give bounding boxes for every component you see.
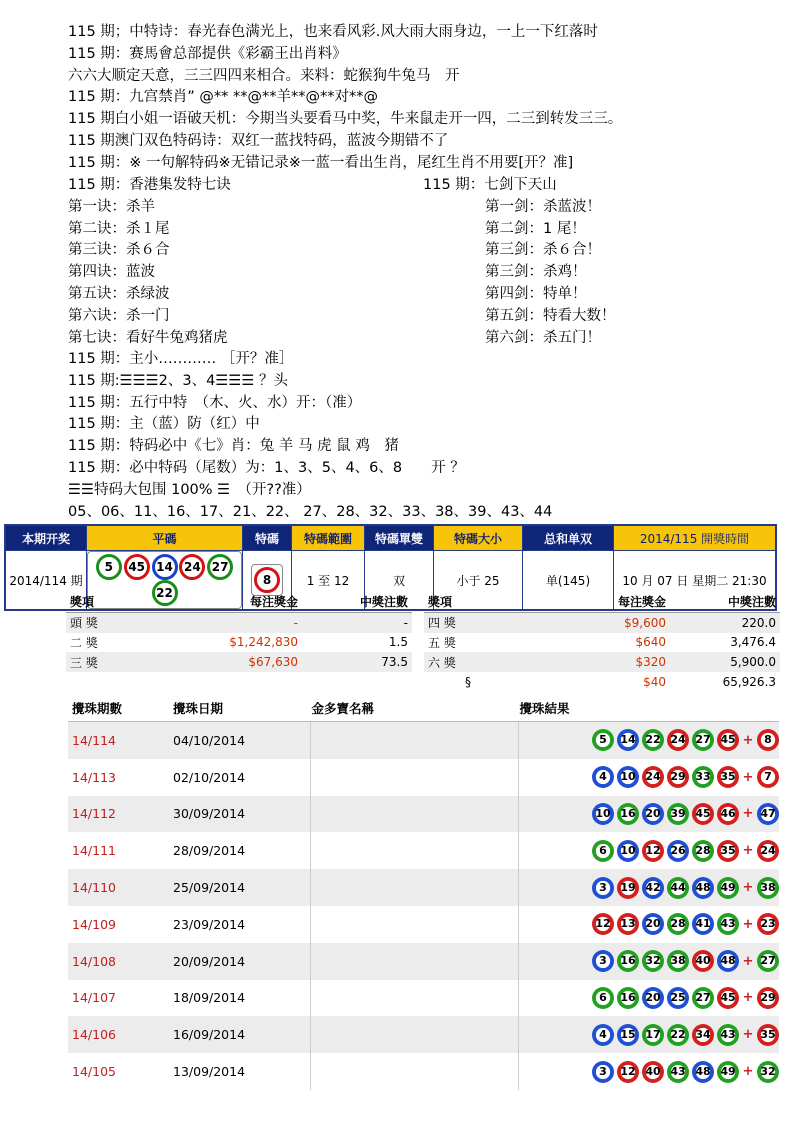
draw-ball: 27 (207, 554, 233, 580)
result-ball: 28 (667, 913, 689, 935)
result-name (311, 722, 519, 759)
result-balls (519, 869, 780, 906)
prize-name: 四 獎 (424, 612, 512, 632)
result-ball: 22 (642, 729, 664, 751)
left-col-line: 第六诀：杀一门 (68, 307, 170, 324)
result-ball: 32 (642, 950, 664, 972)
plus-icon: + (742, 769, 754, 785)
result-special-ball: 27 (757, 950, 779, 972)
result-balls (519, 832, 780, 869)
result-issue: 14/112 (68, 796, 165, 833)
result-ball: 3 (592, 1061, 614, 1083)
draw-ball: 45 (124, 554, 150, 580)
result-name (311, 1053, 519, 1090)
prize-header: 每注獎金 (154, 592, 302, 612)
results-row (68, 1016, 779, 1053)
plus-icon: + (742, 953, 754, 969)
result-special-ball: 32 (757, 1061, 779, 1083)
results-row (68, 722, 779, 759)
result-ball: 24 (642, 766, 664, 788)
result-ball: 38 (667, 950, 689, 972)
sum-odd-even: 单(145) (523, 551, 614, 611)
prize-amount: $9,600 (512, 612, 670, 632)
prize-count: 65,926.3 (722, 675, 776, 690)
left-col-line: 第四诀：蓝波 (68, 264, 155, 281)
text-line: 六六大顺定天意，三三四四来相合。来料：蛇猴狗牛兔马 开 (68, 67, 460, 84)
left-col-line: 115 期：香港集发特七诀 (68, 177, 231, 193)
result-ball: 46 (717, 803, 739, 825)
right-col-line: 第二剑：1 尾！ (485, 220, 586, 237)
result-ball: 12 (617, 1061, 639, 1083)
right-column-title (423, 175, 557, 197)
prize-count: 220.0 (670, 612, 780, 632)
result-ball: 16 (617, 987, 639, 1009)
prize-amount: $640 (635, 635, 666, 650)
result-name (311, 832, 519, 869)
result-special-ball: 24 (757, 840, 779, 862)
right-column (485, 197, 616, 350)
draw-ball: 14 (152, 554, 178, 580)
result-date: 25/09/2014 (165, 869, 311, 906)
result-ball: 26 (667, 840, 689, 862)
header-special-range: 特碼範圍 (292, 525, 365, 551)
result-ball: 22 (667, 1024, 689, 1046)
header-next-draw-time: 2014/115 開獎時間 (614, 525, 777, 551)
results-row (68, 943, 779, 980)
two-column-block (68, 175, 788, 351)
result-date: 28/09/2014 (165, 832, 311, 869)
result-ball: 43 (717, 913, 739, 935)
result-issue: 14/108 (68, 943, 165, 980)
result-date: 30/09/2014 (165, 796, 311, 833)
text-line: 115 期：九宫禁肖” @** **@**羊**@**对**@ (68, 89, 379, 106)
result-ball: 3 (592, 877, 614, 899)
result-issue: 14/110 (68, 869, 165, 906)
results-row (68, 759, 779, 796)
result-special-ball: 7 (757, 766, 779, 788)
result-ball: 45 (717, 729, 739, 751)
result-ball: 14 (617, 729, 639, 751)
text-line: 115 期：五行中特 （木、火、水）开：（准） (68, 394, 362, 411)
prize-name: 二 獎 (70, 635, 98, 650)
left-col-line: 第三诀：杀６合 (68, 242, 170, 259)
result-ball: 40 (692, 950, 714, 972)
result-ball: 45 (692, 803, 714, 825)
result-name (311, 1016, 519, 1053)
result-ball: 17 (642, 1024, 664, 1046)
prize-table-right (424, 592, 780, 692)
number-list-line: 05、06、11、16、17、21、22、 27、28、32、33、38、39、43、44 (68, 503, 553, 520)
prize-amount: - (154, 612, 302, 632)
results-row (68, 869, 779, 906)
results-table (68, 695, 779, 1090)
result-date: 23/09/2014 (165, 906, 311, 943)
result-ball: 42 (642, 877, 664, 899)
result-ball: 6 (592, 840, 614, 862)
result-ball: 41 (692, 913, 714, 935)
plus-icon: + (742, 916, 754, 932)
result-ball: 20 (642, 803, 664, 825)
right-col-line: 115 期：七剑下天山 (423, 177, 557, 193)
text-line: 115 期：※ 一句解特码※无错记录※一蓝一看出生肖，尾红生肖不用要[开？准] (68, 154, 574, 171)
header-regular-numbers: 平碼 (87, 525, 243, 551)
result-ball: 49 (717, 1061, 739, 1083)
result-ball: 16 (617, 950, 639, 972)
result-ball: 16 (617, 803, 639, 825)
result-ball: 6 (592, 987, 614, 1009)
result-name (311, 943, 519, 980)
result-name (311, 869, 519, 906)
result-name (311, 980, 519, 1017)
result-ball: 39 (667, 803, 689, 825)
result-ball: 12 (642, 840, 664, 862)
result-ball: 20 (642, 987, 664, 1009)
result-ball: 35 (717, 840, 739, 862)
text-line: 115 期：主小………… ［开？准］ (68, 351, 294, 367)
header-special-odd-even: 特碼單雙 (365, 525, 434, 551)
result-ball: 4 (592, 1024, 614, 1046)
results-header-date: 攪珠日期 (165, 695, 311, 722)
result-ball: 27 (692, 987, 714, 1009)
result-special-ball: 35 (757, 1024, 779, 1046)
plus-icon: + (742, 843, 754, 859)
result-ball: 33 (692, 766, 714, 788)
result-ball: 40 (642, 1061, 664, 1083)
prize-amount: $1,242,830 (229, 635, 298, 650)
draw-ball: 5 (96, 554, 122, 580)
prize-name: 三 獎 (66, 652, 154, 672)
prize-header: 每注獎金 (512, 592, 670, 612)
result-balls (519, 1053, 780, 1090)
prize-header: 獎項 (424, 592, 512, 612)
result-balls (519, 759, 780, 796)
top-text-block (68, 22, 768, 175)
text-line: 115 期:☰☰☰2、3、4☰☰☰ ？头 (68, 372, 288, 389)
result-ball: 4 (592, 766, 614, 788)
result-ball: 44 (667, 877, 689, 899)
text-line: 115 期：特码必中《七》肖：兔 羊 马 虎 鼠 鸡 猪 (68, 438, 399, 455)
plus-icon: + (742, 806, 754, 822)
result-ball: 27 (692, 729, 714, 751)
result-ball: 12 (592, 913, 614, 935)
text-line: ☰☰特码大包围 100% ☰ （开??准） (68, 481, 311, 498)
draw-ball: 24 (179, 554, 205, 580)
prize-name: 五 獎 (428, 635, 456, 650)
prize-count: 1.5 (388, 635, 408, 650)
prize-amount: $67,630 (154, 652, 302, 672)
plus-icon: + (742, 880, 754, 896)
prize-header: 獎項 (66, 592, 154, 612)
result-ball: 5 (592, 729, 614, 751)
right-col-line: 第五剑：特看大数！ (485, 307, 616, 324)
text-line: 115 期澳门双色特码诗：双红一蓝找特码，蓝波今期错不了 (68, 132, 449, 149)
left-col-line: 第七诀：看好牛兔鸡猪虎 (68, 329, 228, 346)
right-col-line: 第一剑：杀蓝波！ (485, 198, 601, 215)
result-ball: 25 (667, 987, 689, 1009)
header-sum-odd-even: 总和单双 (523, 525, 614, 551)
text-line: 115 期：赛馬會总部提供《彩霸王出肖料》 (68, 45, 347, 62)
plus-icon: + (742, 990, 754, 1006)
result-special-ball: 8 (757, 729, 779, 751)
result-special-ball: 23 (757, 913, 779, 935)
result-issue: 14/106 (68, 1016, 165, 1053)
result-ball: 10 (617, 766, 639, 788)
special-odd-even: 双 (365, 551, 434, 611)
result-balls (519, 722, 780, 759)
results-row (68, 796, 779, 833)
result-name (311, 796, 519, 833)
result-special-ball: 47 (757, 803, 779, 825)
prize-count: 3,476.4 (730, 635, 776, 650)
results-header-name: 金多寶名稱 (311, 695, 519, 722)
result-ball: 48 (717, 950, 739, 972)
results-header-result: 攪珠結果 (519, 695, 780, 722)
plus-icon: + (742, 1027, 754, 1043)
result-date: 18/09/2014 (165, 980, 311, 1017)
result-balls (519, 980, 780, 1017)
result-issue: 14/114 (68, 722, 165, 759)
header-special-number: 特碼 (243, 525, 292, 551)
result-balls (519, 943, 780, 980)
text-line: 115 期：必中特码（尾数）为：1、3、5、4、6、8 开 ？ (68, 459, 465, 476)
result-ball: 48 (692, 877, 714, 899)
special-size: 小于 25 (434, 551, 523, 611)
plus-icon: + (742, 1064, 754, 1080)
result-ball: 29 (667, 766, 689, 788)
prize-name: 六 獎 (424, 652, 512, 672)
right-col-line: 第六剑：杀五门！ (485, 329, 601, 346)
prize-header: 中獎注數 (670, 592, 780, 612)
result-special-ball: 38 (757, 877, 779, 899)
result-ball: 24 (667, 729, 689, 751)
left-col-line: 第一诀：杀羊 (68, 198, 155, 215)
result-date: 13/09/2014 (165, 1053, 311, 1090)
result-ball: 15 (617, 1024, 639, 1046)
result-issue: 14/113 (72, 769, 116, 785)
result-issue: 14/105 (72, 1064, 116, 1080)
prize-name: 頭 獎 (66, 612, 154, 632)
result-issue: 14/107 (72, 990, 116, 1006)
result-ball: 3 (592, 950, 614, 972)
left-col-line: 第五诀：杀绿波 (68, 285, 170, 302)
text-line: 115 期：主（蓝）防（红）中 (68, 416, 260, 433)
text-line: 115 期；中特诗：春光春色满光上，也来看风彩.风大雨大雨身边，一上一下红落时 (68, 24, 598, 40)
draw-ball: 22 (152, 580, 178, 606)
result-balls (519, 1016, 780, 1053)
result-ball: 45 (717, 987, 739, 1009)
result-ball: 43 (667, 1061, 689, 1083)
result-balls (519, 906, 780, 943)
result-ball: 10 (617, 840, 639, 862)
header-current-draw: 本期开奖 (5, 525, 87, 551)
results-row (68, 832, 779, 869)
result-balls (519, 796, 780, 833)
special-range: 1 至 12 (292, 551, 365, 611)
result-date: 02/10/2014 (165, 759, 311, 796)
result-name (311, 906, 519, 943)
prize-name: § (465, 675, 471, 690)
results-row (68, 906, 779, 943)
text-line: 115 期白小姐一语破天机：今期当头要看马中奖，牛来鼠走开一四，二三到转发三三。 (68, 111, 623, 128)
header-special-size: 特碼大小 (434, 525, 523, 551)
left-column (68, 175, 231, 349)
result-ball: 34 (692, 1024, 714, 1046)
result-ball: 19 (617, 877, 639, 899)
result-ball: 43 (717, 1024, 739, 1046)
prize-table-left (66, 592, 412, 672)
right-col-line: 第三剑：杀６合！ (485, 242, 601, 259)
middle-text-block (68, 349, 768, 523)
result-ball: 13 (617, 913, 639, 935)
result-ball: 48 (692, 1061, 714, 1083)
result-ball: 10 (592, 803, 614, 825)
results-row (68, 1053, 779, 1090)
result-name (311, 759, 519, 796)
draw-issue: 2014/114 期 (5, 551, 87, 611)
next-draw-time: 10 月 07 日 星期二 21:30 (614, 551, 777, 611)
special-ball: 8 (254, 567, 280, 593)
result-issue: 14/111 (72, 843, 116, 859)
results-row (68, 980, 779, 1017)
result-date: 04/10/2014 (165, 722, 311, 759)
results-header-issue: 攪珠期數 (68, 695, 165, 722)
result-special-ball: 29 (757, 987, 779, 1009)
result-ball: 20 (642, 913, 664, 935)
prize-amount: $320 (512, 652, 670, 672)
prize-header: 中獎注數 (302, 592, 412, 612)
result-ball: 49 (717, 877, 739, 899)
result-date: 20/09/2014 (165, 943, 311, 980)
prize-count: 5,900.0 (670, 652, 780, 672)
right-col-line: 第三剑：杀鸡！ (485, 264, 587, 281)
result-ball: 28 (692, 840, 714, 862)
plus-icon: + (742, 732, 754, 748)
result-ball: 35 (717, 766, 739, 788)
left-col-line: 第二诀：杀１尾 (68, 220, 170, 237)
result-issue: 14/109 (72, 916, 116, 932)
result-date: 16/09/2014 (165, 1016, 311, 1053)
prize-count: - (302, 612, 412, 632)
prize-count: 73.5 (302, 652, 412, 672)
prize-amount: $40 (643, 675, 666, 690)
right-col-line: 第四剑：特单！ (485, 285, 587, 302)
